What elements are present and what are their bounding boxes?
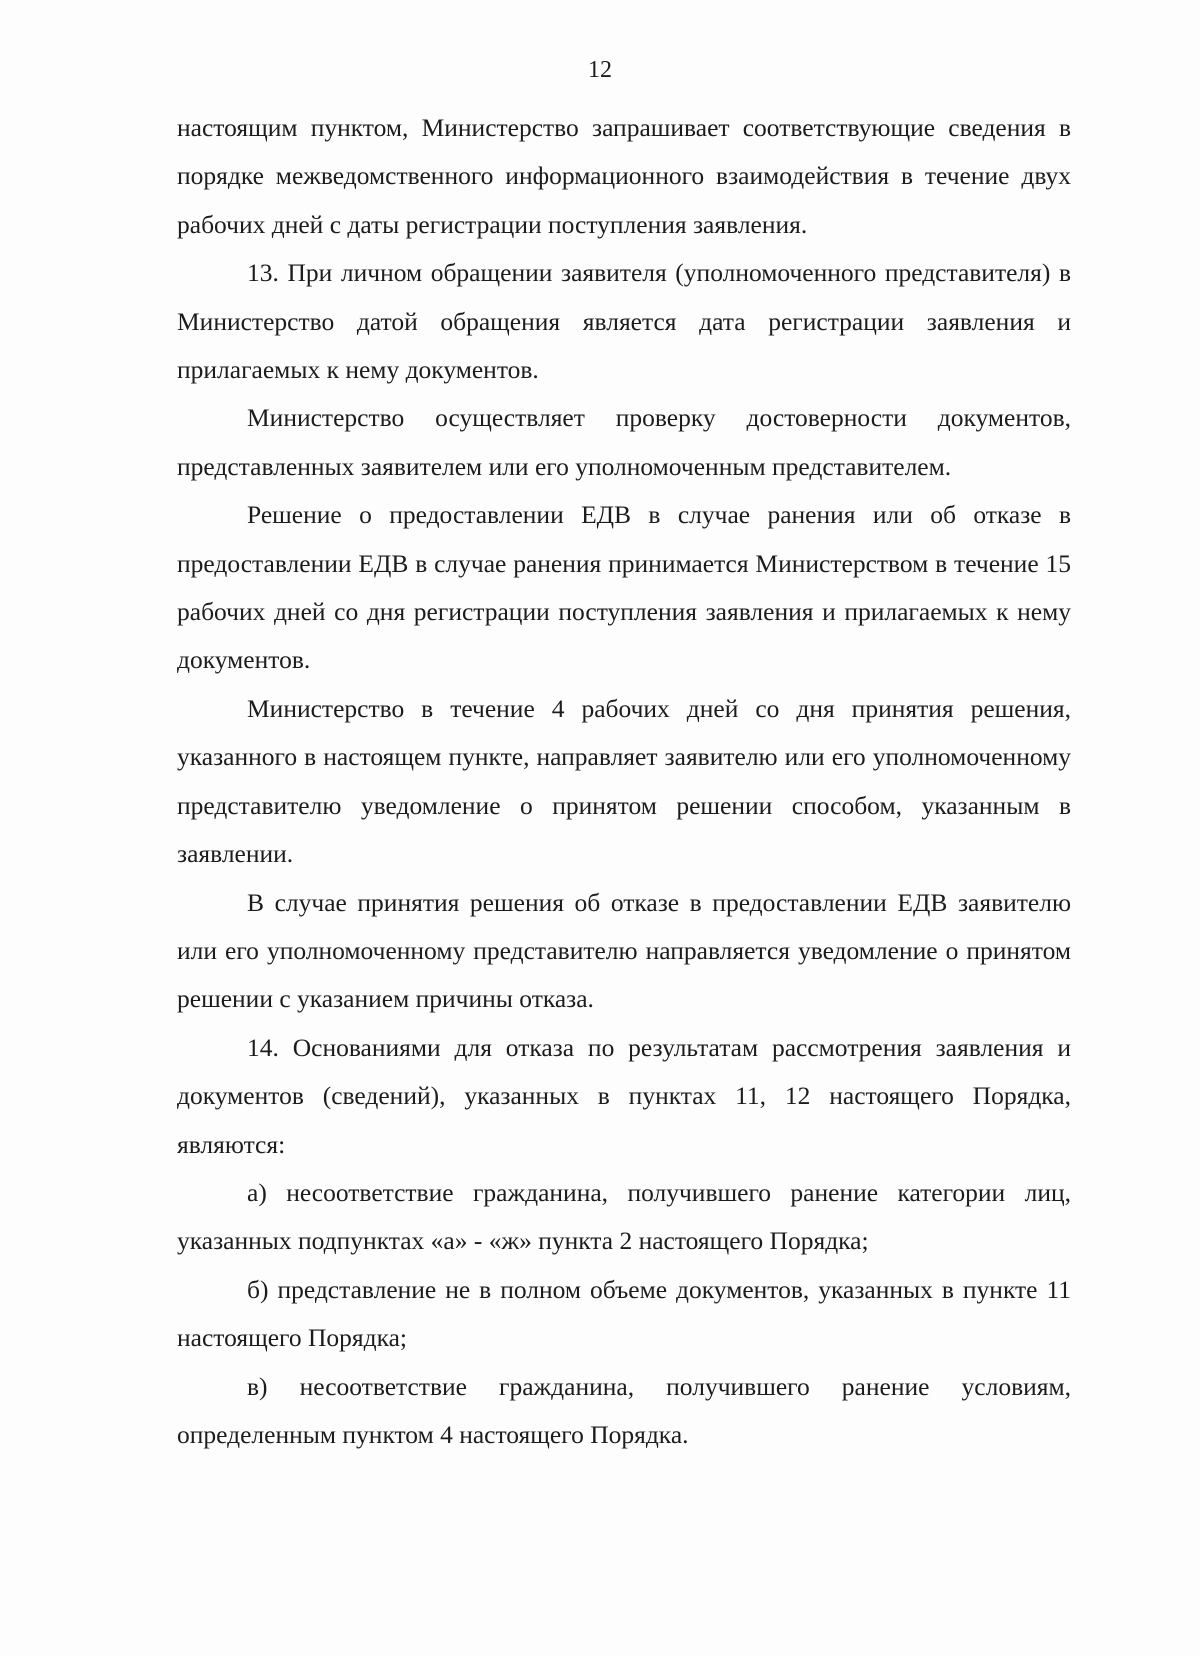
list-item-a: а) несоответствие гражданина, получившего ранение категории лиц, указанных подпунктах «а» - «ж» пункта 2 настоящего Порядка; <box>177 1177 1071 1256</box>
paragraph-continuation: настоящим пунктом, Министерство запрашивает соответствующие сведения в порядке межведомственного информационного взаимодействия в течение двух рабочих дней с даты регистрации поступления заявления. <box>177 113 1071 239</box>
paragraph-item-13: 13. При личном обращении заявителя (уполномоченного представителя) в Министерство датой обращения является дата регистрации заявления и прилагаемых к нему документов. <box>177 258 1071 385</box>
paragraph-notification: Министерство в течение 4 рабочих дней со дня принятия решения, указанного в настоящем пункте, направляет заявителю или его уполномоченному представителю уведомление о принятом решении способом, указанным в заявлении. <box>177 693 1071 869</box>
paragraph-decision: Решение о предоставлении ЕДВ в случае ранения или об отказе в предоставлении ЕДВ в случае ранения принимается Министерством в течение 15 рабочих дней со дня регистрации поступления заявления и прилагаемых к нему документов. <box>177 500 1071 675</box>
paragraph-item-14: 14. Основаниями для отказа по результатам рассмотрения заявления и документов (сведений), указанных в пунктах 11, 12 настоящего Порядка, являются: <box>177 1032 1071 1159</box>
list-item-b: б) представление не в полном объеме документов, указанных в пункте 11 настоящего Порядка; <box>177 1274 1071 1353</box>
list-item-v: в) несоответствие гражданина, получившего ранение условиям, определенным пунктом 4 настоящего Порядка. <box>177 1371 1071 1449</box>
document-body <box>177 104 1071 1459</box>
paragraph-verification: Министерство осуществляет проверку достоверности документов, представленных заявителем или его уполномоченным представителем. <box>177 403 1071 481</box>
page-number: 12 <box>588 57 612 83</box>
paragraph-refusal-notice: В случае принятия решения об отказе в предоставлении ЕДВ заявителю или его уполномоченному представителю направляется уведомление о принятом решении с указанием причины отказа. <box>177 887 1071 1014</box>
